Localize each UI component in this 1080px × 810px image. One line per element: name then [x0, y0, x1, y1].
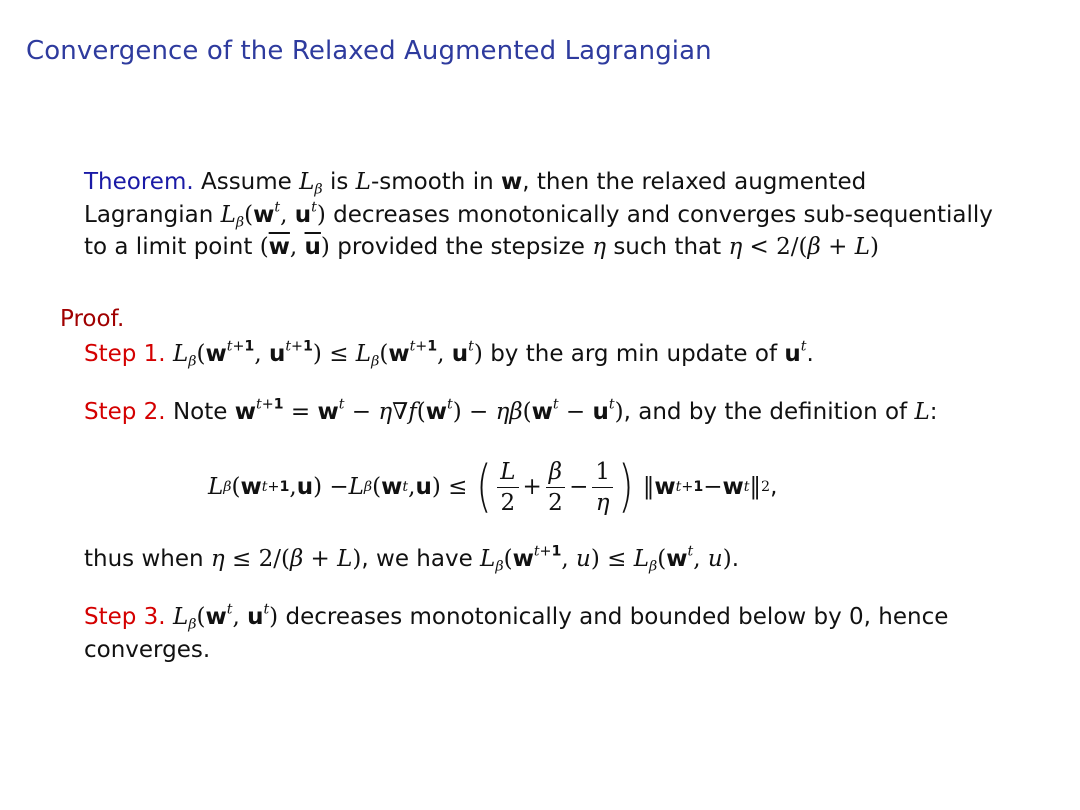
step-text: thus when [84, 546, 204, 572]
theorem-text: , then the relaxed augmented [522, 169, 867, 195]
step-2-conclusion: thus when η ≤ 2/(β + L), we have $L_\beta(w^{t+1}$, $u) \le L_\beta(w^t$, u). [84, 543, 739, 575]
theorem-text: such that [613, 234, 722, 260]
step-label: Step 1. [84, 341, 166, 367]
step-3: Step 3. $L_\beta(w^t$, $u^t$) decreases monotonically and bounded below by 0, hence converges. [84, 601, 949, 663]
step-text: , and by the definition of [623, 399, 908, 425]
theorem-text: Lagrangian [84, 201, 214, 228]
step-label: Step 3. [84, 604, 166, 630]
step-1: Step 1. $L_\beta(w^{t+1}$, $u^{t+1}) \le L_\beta(w^{t+1}$, $u^t$) by the arg min update of $u^t$. [84, 338, 814, 370]
theorem-block [84, 166, 1044, 264]
theorem-text: is [329, 169, 349, 195]
slide-title: Convergence of the Relaxed Augmented Lagrangian [26, 36, 712, 66]
theorem-text: provided the stepsize [337, 234, 585, 260]
step-2: Step 2. Note $w^{t+1} = w^t - \eta\nabla f(w^t) - \eta\beta(w^t - u^t)$, and by the definition of L: [84, 396, 938, 425]
theorem-line-1: Theorem. Assume $L_\beta$ is L-smooth in w, then the relaxed augmented [84, 169, 867, 198]
step-text: Note [172, 399, 228, 425]
theorem-text: Assume [200, 169, 292, 195]
step-text: , we have [361, 546, 473, 572]
theorem-line-3: to a limit point ($\overline{w}$, $\overline{u}$) provided the stepsize η such that η < 2/(β + L) [84, 234, 879, 260]
step-label: Step 2. [84, 399, 166, 425]
step-text: decreases monotonically and bounded below by 0, hence [285, 604, 949, 630]
theorem-text: decreases monotonically and converges sub-sequentially [333, 201, 993, 228]
theorem-text: to a limit point [84, 234, 253, 260]
inequality-display: L β ( w t+1 , u ) − L β ( w t , u ) ≤ ( $\frac{L}{2}$ + $\frac{\beta}{2}$ − $\frac{1}{\eta}$ ) ‖ w t+1 − w t ‖ 2 , [208, 454, 778, 519]
theorem-text: -smooth in [370, 169, 494, 195]
step-text: converges. [84, 636, 211, 663]
step-text: by the arg min update of [490, 341, 778, 367]
proof-label: Proof. [60, 306, 125, 332]
theorem-line-2: Lagrangian $L_\beta(w^t$, $u^t$) decreases monotonically and converges sub-sequentially [84, 198, 993, 230]
theorem-label: Theorem. [84, 169, 194, 195]
